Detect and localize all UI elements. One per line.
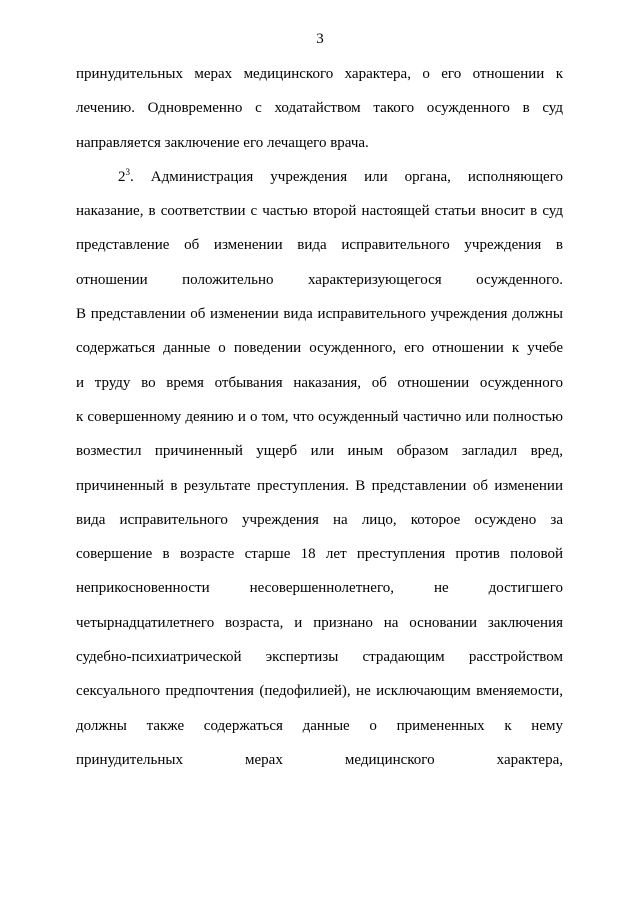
text-line — [76, 160, 563, 194]
text-line: наказание, в соответствии с частью второй настоящей статьи вносит в суд — [76, 203, 563, 220]
paragraph-1 — [76, 57, 563, 160]
document-body — [76, 57, 563, 777]
text-line: направляется заключение его лечащего врача. — [76, 134, 369, 151]
paragraph-number-superscript: 3 — [125, 166, 130, 177]
text-line: возместил причиненный ущерб или иным образом загладил вред, — [76, 443, 563, 460]
text-line: сексуального предпочтения (педофилией), не исключающим вменяемости, — [76, 683, 563, 700]
text-line-rest: . Администрация учреждения или органа, исполняющего — [130, 168, 563, 185]
text-line: отношении положительно характеризующегося осужденного. — [76, 271, 563, 288]
text-line: лечению. Одновременно с ходатайством такого осужденного в суд — [76, 100, 563, 117]
text-line: В представлении об изменении вида исправительного учреждения должны — [76, 306, 563, 323]
text-line: принудительных мерах медицинского характера, — [76, 751, 563, 768]
text-line: и труду во время отбывания наказания, об отношении осужденного — [76, 374, 563, 391]
paragraph-number: 2 — [118, 168, 126, 185]
text-line: содержаться данные о поведении осужденного, его отношении к учебе — [76, 340, 563, 357]
text-line: должны также содержаться данные о примененных к нему — [76, 717, 563, 734]
page-number: 3 — [316, 31, 324, 47]
text-line: вида исправительного учреждения на лицо, которое осуждено за — [76, 511, 563, 528]
text-line: четырнадцатилетнего возраста, и признано на основании заключения — [76, 614, 563, 631]
text-line: совершение в возрасте старше 18 лет преступления против половой — [76, 546, 563, 563]
paragraph-2 — [76, 160, 563, 777]
text-line: судебно-психиатрической экспертизы страдающим расстройством — [76, 649, 563, 666]
text-line: принудительных мерах медицинского характера, о его отношении к — [76, 66, 563, 82]
text-line: представление об изменении вида исправительного учреждения в — [76, 237, 563, 254]
text-line: неприкосновенности несовершеннолетнего, не достигшего — [76, 580, 563, 597]
text-line: к совершенному деянию и о том, что осужденный частично или полностью — [76, 408, 563, 425]
text-line: причиненный в результате преступления. В представлении об изменении — [76, 477, 563, 494]
